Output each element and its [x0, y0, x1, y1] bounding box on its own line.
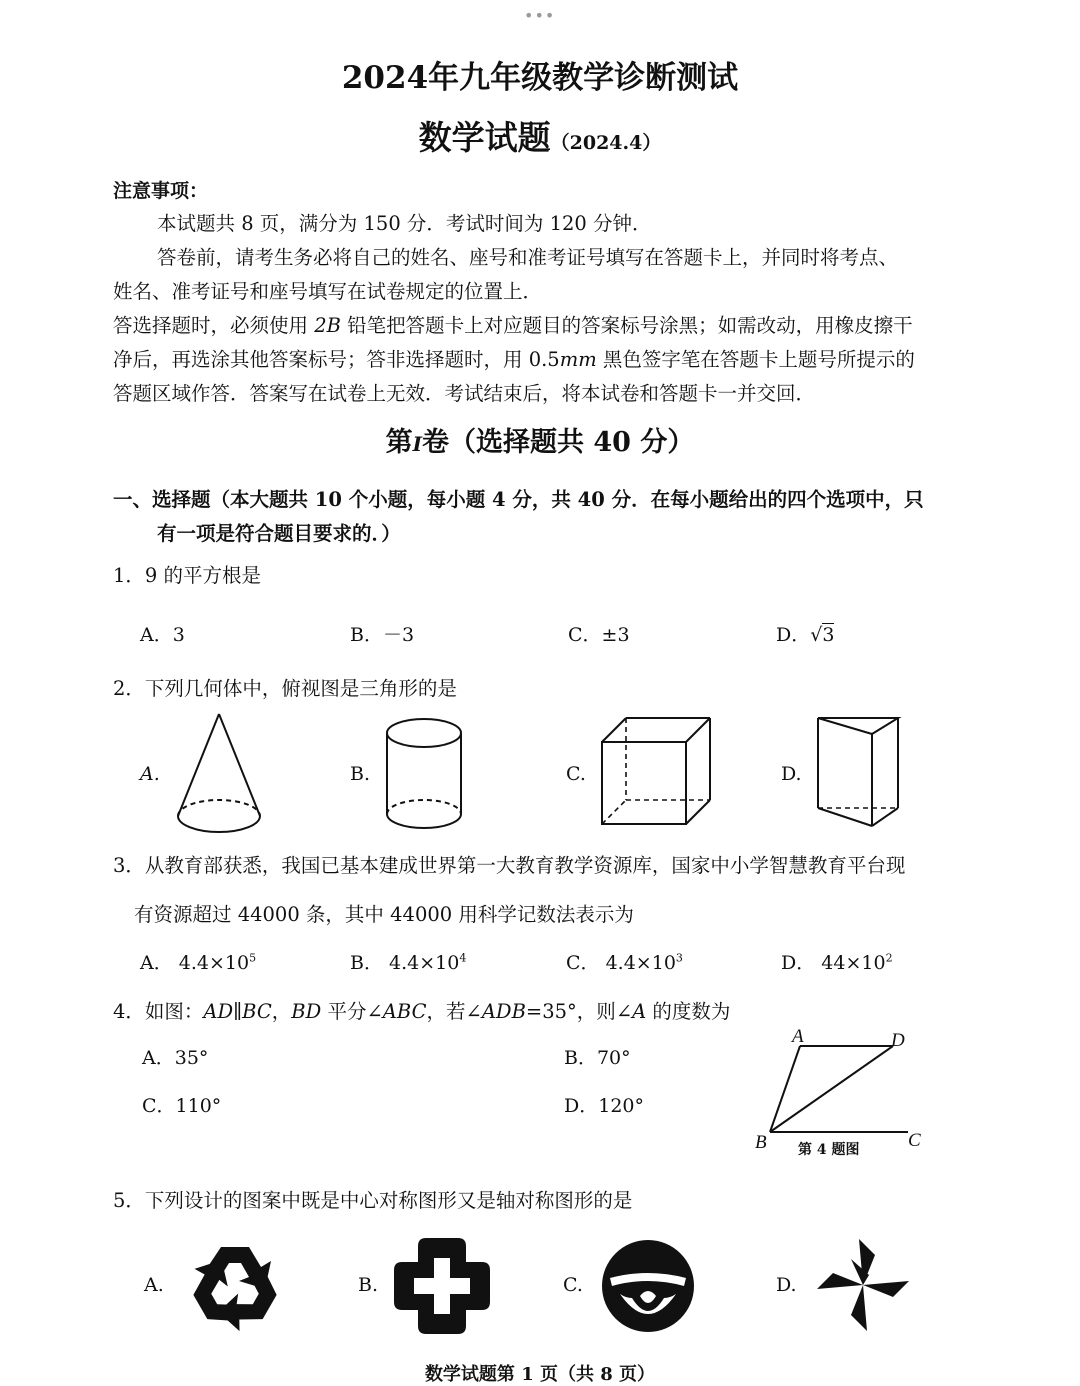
q2-option-c[interactable]: C.: [566, 763, 586, 785]
notice-text: 铅笔把答题卡上对应题目的答案标号涂黑；如需改动，用橡皮擦干: [340, 314, 913, 337]
notice-line-5: [113, 344, 915, 372]
option-label: A．: [140, 952, 173, 974]
section-heading: [0, 420, 1080, 459]
notice-text: 黑色签字笔在答题卡上题号所提示的: [596, 348, 915, 371]
q4-text: =35°，则: [525, 1000, 616, 1023]
option-label: A．: [140, 624, 173, 646]
option-exponent: 3: [675, 951, 683, 965]
q2-option-a[interactable]: A.: [140, 763, 160, 785]
sqrt-sign: √: [810, 624, 823, 646]
notice-text: mm: [559, 348, 597, 371]
notice-heading: 注意事项：: [113, 180, 209, 202]
q4-text: ，若: [426, 1000, 466, 1023]
q4-figure: [748, 1022, 938, 1162]
subject-label: 数学试题: [418, 118, 551, 157]
prism-figure: [814, 712, 904, 832]
notice-line-6: 答题区域作答．答案写在试卷上无效．考试结束后，将本试卷和答题卡一并交回．: [113, 382, 816, 405]
q3-option-d[interactable]: [781, 948, 893, 975]
option-label: C．: [568, 624, 602, 646]
option-label: D．: [776, 624, 811, 646]
option-exponent: 5: [249, 951, 257, 965]
q3-option-a[interactable]: [140, 948, 256, 975]
option-exponent: 2: [885, 951, 893, 965]
q4-stem: [113, 996, 730, 1024]
recycle-icon: [180, 1235, 290, 1335]
option-text: 120°: [598, 1095, 644, 1117]
q3-option-c[interactable]: [566, 948, 683, 975]
label-b: B: [755, 1132, 767, 1153]
q3-stem-line-1: 3．从教育部获悉，我国已基本建成世界第一大教育教学资源库，国家中小学智慧教育平台现: [113, 854, 906, 877]
q1-stem: 1．9 的平方根是: [113, 564, 262, 587]
subject-title: [0, 112, 1080, 159]
q4-math: ∠A: [615, 1000, 647, 1023]
option-text: 110°: [175, 1095, 222, 1117]
option-text: 4.4×10: [178, 952, 250, 974]
q2-option-b[interactable]: B.: [350, 763, 371, 785]
q4-option-c[interactable]: [142, 1091, 221, 1118]
option-label: C．: [142, 1095, 176, 1117]
cone-figure: [172, 710, 266, 838]
q4-option-b[interactable]: [564, 1043, 631, 1070]
q4-text: 的度数为: [646, 1000, 731, 1023]
pinwheel-icon: [812, 1235, 914, 1335]
cylinder-figure: [382, 715, 466, 837]
part1-line-2: 有一项是符合题目要求的．）: [157, 522, 401, 545]
label-c: C: [908, 1130, 921, 1151]
option-label: B．: [350, 952, 383, 974]
section-text: 第: [385, 427, 413, 458]
q4-math: ∠ADB: [465, 1000, 526, 1023]
option-exponent: 4: [459, 951, 467, 965]
option-text: 35°: [174, 1047, 209, 1069]
option-label: B．: [564, 1047, 597, 1069]
q5-stem: 5．下列设计的图案中既是中心对称图形又是轴对称图形的是: [113, 1189, 633, 1212]
cross-icon: [392, 1236, 492, 1336]
q3-option-b[interactable]: [350, 948, 466, 975]
option-text: －3: [382, 624, 415, 646]
q4-text: 平分: [321, 1000, 367, 1023]
q3-stem-line-2: 有资源超过 44000 条，其中 44000 用科学记数法表示为: [134, 903, 634, 926]
q1-option-b[interactable]: [350, 620, 414, 647]
exam-title: 2024年九年级教学诊断测试: [341, 60, 739, 96]
q4-text: 4．如图：: [113, 1000, 204, 1023]
notice-text: 净后，再选涂其他答案标号；答非选择题时，用 0.5: [113, 348, 560, 371]
q4-math: ∠ABC: [366, 1000, 427, 1023]
exam-date: （2024.4）: [550, 132, 662, 154]
label-d: D: [891, 1030, 905, 1051]
q5-option-d[interactable]: D.: [776, 1274, 797, 1296]
option-label: A．: [142, 1047, 175, 1069]
q4-math: AD∥BC: [203, 1000, 272, 1023]
option-text: 44×10: [821, 952, 886, 974]
notice-line-1: 本试题共 8 页，满分为 150 分．考试时间为 120 分钟．: [157, 212, 652, 235]
option-label: D．: [564, 1095, 599, 1117]
option-text: ±3: [601, 624, 630, 646]
q4-math: BD: [291, 1000, 322, 1023]
option-text: 4.4×10: [605, 952, 676, 974]
option-label: B．: [350, 624, 383, 646]
notice-line-4: [113, 310, 913, 338]
notice-line-3: 姓名、准考证号和座号填写在试卷规定的位置上．: [113, 280, 543, 303]
q2-stem: 2．下列几何体中，俯视图是三角形的是: [113, 677, 457, 700]
label-a: A: [792, 1026, 804, 1047]
option-text: 4.4×10: [389, 952, 460, 974]
q1-option-c[interactable]: [568, 620, 630, 647]
option-text: 3: [822, 624, 835, 646]
q5-option-c[interactable]: C.: [563, 1274, 583, 1296]
notice-line-2: 答卷前，请考生务必将自己的姓名、座号和准考证号填写在答题卡上，并同时将考点、: [157, 246, 899, 269]
q1-option-a[interactable]: [140, 620, 185, 647]
part1-line-1: 一、选择题（本大题共 10 个小题，每小题 4 分，共 40 分．在每小题给出的四个选项中，只: [113, 488, 924, 511]
notice-text: 2B: [314, 314, 341, 337]
notice-text: 答选择题时，必须使用: [113, 314, 315, 337]
q2-option-d[interactable]: D.: [781, 763, 802, 785]
section-roman: I: [412, 432, 422, 456]
section-text: 卷（选择题共 40 分）: [421, 427, 695, 458]
q5-option-b[interactable]: B.: [358, 1274, 379, 1296]
option-label: C．: [566, 952, 600, 974]
q4-option-d[interactable]: [564, 1091, 644, 1118]
option-label: D．: [781, 952, 816, 974]
option-text: 3: [172, 624, 185, 646]
q4-text: ，: [271, 1000, 292, 1023]
page-footer: 数学试题第 1 页（共 8 页）: [424, 1364, 656, 1385]
q1-option-d[interactable]: [776, 620, 834, 647]
emblem-icon: [600, 1238, 696, 1334]
more-dots-icon[interactable]: •••: [524, 6, 556, 25]
cube-figure: [598, 714, 716, 830]
option-text: 70°: [596, 1047, 631, 1069]
q4-option-a[interactable]: [142, 1043, 208, 1070]
q5-option-a[interactable]: A.: [144, 1274, 164, 1296]
figure-caption: 第 4 题图: [798, 1142, 860, 1158]
